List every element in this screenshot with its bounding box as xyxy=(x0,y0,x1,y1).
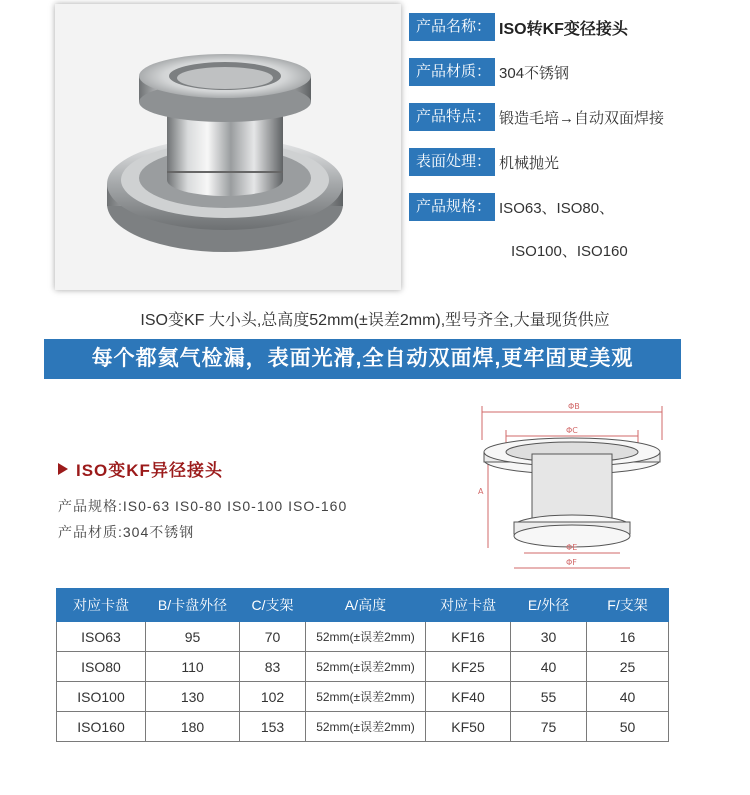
dim-label-e: ΦE xyxy=(566,543,578,552)
product-description: ISO变KF 大小头,总高度52mm(±误差2mm),型号齐全,大量现货供应 xyxy=(140,312,610,329)
dim-label-a: A xyxy=(478,487,484,496)
table-header-cell: 对应卡盘 xyxy=(57,589,146,622)
table-cell: 55 xyxy=(511,682,587,712)
table-cell: 52mm(±误差2mm) xyxy=(306,712,426,742)
product-photo xyxy=(55,4,401,290)
spec-surface-label: 表面处理： xyxy=(409,148,495,176)
dim-label-f: ΦF xyxy=(566,558,577,567)
triangle-bullet-icon xyxy=(58,463,68,475)
table-cell: KF16 xyxy=(426,622,511,652)
table-cell: 75 xyxy=(511,712,587,742)
table-cell: 52mm(±误差2mm) xyxy=(306,682,426,712)
table-header-cell: E/外径 xyxy=(511,589,587,622)
table-cell: 52mm(±误差2mm) xyxy=(306,622,426,652)
table-cell: 83 xyxy=(240,652,306,682)
table-cell: 153 xyxy=(240,712,306,742)
dim-label-b: ΦB xyxy=(568,402,580,411)
table-cell: 50 xyxy=(587,712,669,742)
table-cell: 110 xyxy=(146,652,240,682)
product-illustration xyxy=(55,4,401,290)
spec-row-spec xyxy=(409,192,614,222)
table-header-cell: B/卡盘外径 xyxy=(146,589,240,622)
table-cell: 30 xyxy=(511,622,587,652)
feature-banner: 每个都氦气检漏，表面光滑,全自动双面焊,更牢固更美观 xyxy=(44,339,681,379)
section-title xyxy=(58,456,223,481)
table-cell: ISO100 xyxy=(57,682,146,712)
spec-name-label: 产品名称： xyxy=(409,13,495,41)
table-row xyxy=(57,622,669,652)
spec-row-material xyxy=(409,57,569,87)
table-cell: 16 xyxy=(587,622,669,652)
table-header-cell: C/支架 xyxy=(240,589,306,622)
spec-material-label: 产品材质： xyxy=(409,58,495,86)
spec-material-value: 304不锈钢 xyxy=(499,64,570,82)
table-cell: ISO80 xyxy=(57,652,146,682)
table-cell: ISO160 xyxy=(57,712,146,742)
table-cell: 102 xyxy=(240,682,306,712)
table-row xyxy=(57,652,669,682)
table-row xyxy=(57,682,669,712)
section-title-text: ISO变KF异径接头 xyxy=(76,461,223,480)
technical-drawing xyxy=(468,398,668,578)
table-cell: 70 xyxy=(240,622,306,652)
spec-spec-label: 产品规格： xyxy=(409,193,495,221)
table-cell: 25 xyxy=(587,652,669,682)
table-cell: 52mm(±误差2mm) xyxy=(306,652,426,682)
section-material-line: 产品材质:304不锈钢 xyxy=(58,524,195,540)
spec-feature-value: 锻造毛培→自动双面焊接 xyxy=(499,109,665,127)
table-cell: 180 xyxy=(146,712,240,742)
spec-name-value: ISO转KF变径接头 xyxy=(499,20,628,38)
table-cell: 95 xyxy=(146,622,240,652)
spec-spec-value: ISO63、ISO80、 xyxy=(499,199,615,217)
spec-row-surface xyxy=(409,147,559,177)
table-row xyxy=(57,712,669,742)
table-cell: 40 xyxy=(587,682,669,712)
spec-row-feature xyxy=(409,102,664,132)
table-header-row xyxy=(57,589,669,622)
table-cell: ISO63 xyxy=(57,622,146,652)
table-cell: KF25 xyxy=(426,652,511,682)
table-header-cell: 对应卡盘 xyxy=(426,589,511,622)
spec-spec-value-continued: ISO100、ISO160 xyxy=(511,243,628,260)
table-header-cell: A/高度 xyxy=(306,589,426,622)
table-cell: 40 xyxy=(511,652,587,682)
spec-feature-label: 产品特点： xyxy=(409,103,495,131)
table-cell: 130 xyxy=(146,682,240,712)
table-header-cell: F/支架 xyxy=(587,589,669,622)
dim-label-c: ΦC xyxy=(566,426,578,435)
spec-table xyxy=(56,588,669,742)
section-spec-line: 产品规格:IS0-63 IS0-80 IS0-100 ISO-160 xyxy=(58,498,348,514)
spec-surface-value: 机械抛光 xyxy=(499,154,560,172)
table-cell: KF50 xyxy=(426,712,511,742)
table-cell: KF40 xyxy=(426,682,511,712)
spec-row-name xyxy=(409,12,628,42)
